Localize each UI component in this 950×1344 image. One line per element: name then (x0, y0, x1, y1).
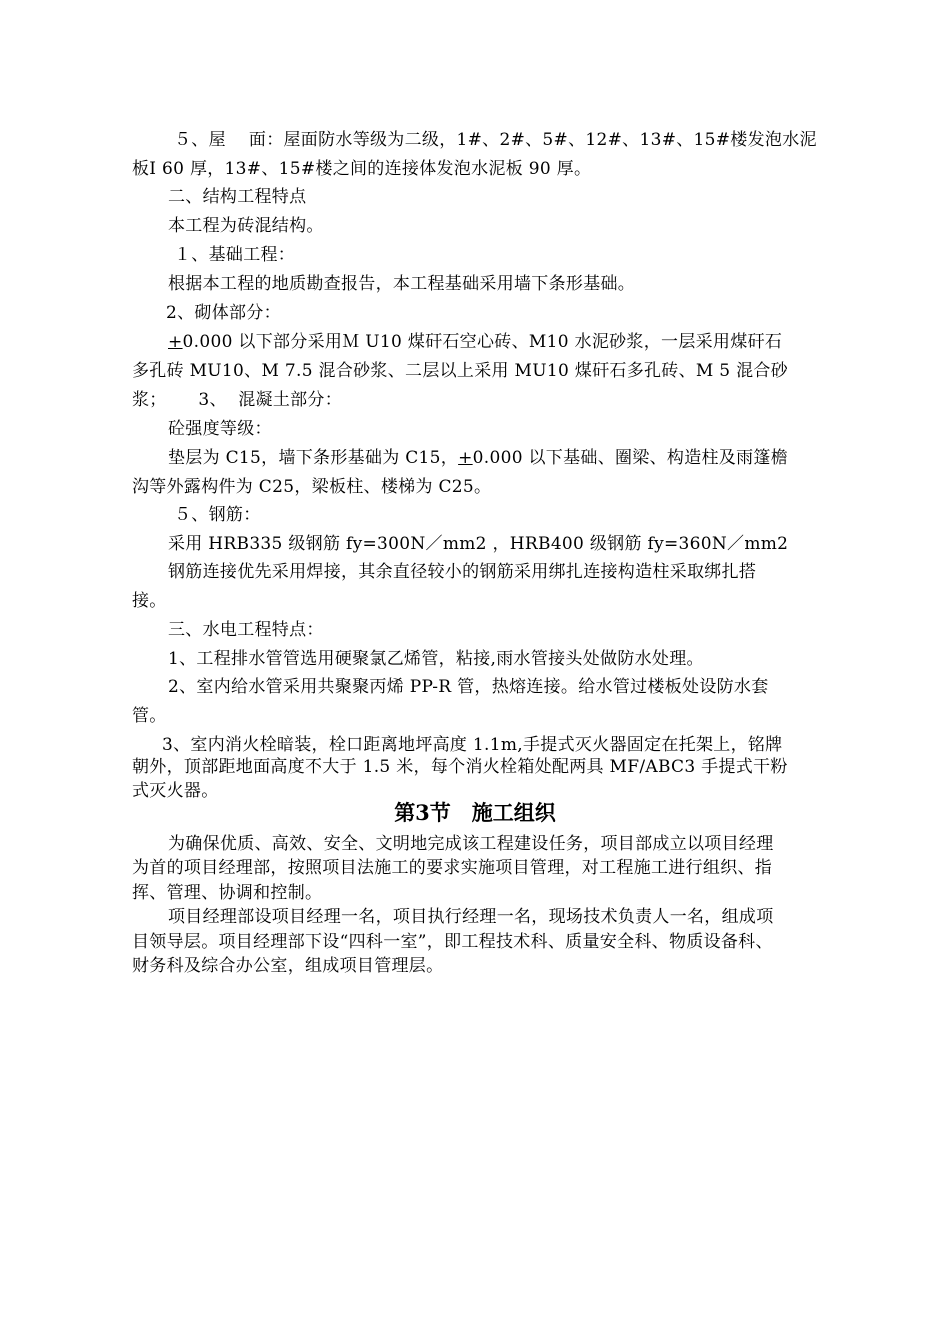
text-span: 0.000 以下基础、圈梁、构造柱及雨篷檐 (472, 448, 789, 468)
text-line: ５、屋 面：屋面防水等级为二级，1#、2#、5#、12#、13#、15#楼发泡水泥 (174, 130, 817, 150)
text-line: 朝外，顶部距地面高度不大于 1.5 米，每个消火栓箱处配两具 MF/ABC3 手提式干粉 (132, 757, 788, 777)
text-line: 本工程为砖混结构。 (168, 216, 324, 236)
text-line: 目领导层。项目经理部下设“四科一室”，即工程技术科、质量安全科、物质设备科、 (132, 932, 773, 952)
text-line: 1、工程排水管管选用硬聚氯乙烯管，粘接,雨水管接头处做防水处理。 (168, 649, 704, 669)
text-line: 接。 (132, 591, 167, 611)
section-heading-utilities: 三、水电工程特点： (168, 620, 324, 640)
text-line: 根据本工程的地质勘查报告，本工程基础采用墙下条形基础。 (168, 274, 636, 294)
section-heading-structure: 二、结构工程特点 (168, 187, 307, 207)
text-line (168, 332, 782, 352)
text-line: 管。 (132, 706, 167, 726)
text-line: ５、钢筋： (174, 505, 261, 525)
text-line: 2、砌体部分： (166, 303, 281, 323)
text-line: 多孔砖 MU10、M 7.5 混合砂浆、二层以上采用 MU10 煤矸石多孔砖、M 5 混合砂 (132, 361, 789, 381)
text-span: 0.000 以下部分采用Ｍ U10 煤矸石空心砖、M10 水泥砂浆，一层采用煤矸石 (182, 332, 783, 352)
text-line: 浆； 3、 混凝土部分： (132, 390, 343, 410)
text-line: 财务科及综合办公室，组成项目管理层。 (132, 956, 444, 976)
text-line: 式灭火器。 (132, 781, 219, 801)
text-line: 为首的项目经理部，按照项目法施工的要求实施项目管理，对工程施工进行组织、指 (132, 858, 773, 878)
plus-minus-sign: + (458, 448, 473, 468)
text-line: １、基础工程： (174, 245, 296, 265)
text-line: 3、室内消火栓暗装，栓口距离地坪高度 1.1m,手提式灭火器固定在托架上，铭牌 (162, 735, 783, 755)
text-line: 2、室内给水管采用共聚聚丙烯 PP-R 管，热熔连接。给水管过楼板处设防水套 (168, 677, 769, 697)
text-line: 板Ⅰ 60 厚，13#、15#楼之间的连接体发泡水泥板 90 厚。 (132, 159, 592, 179)
text-line: 挥、管理、协调和控制。 (132, 883, 323, 903)
text-line: 采用 HRB335 级钢筋 fy=300N／mm2 ，HRB400 级钢筋 fy=360N／mm2 (168, 534, 789, 554)
section-title: 第3节 施工组织 (394, 800, 556, 825)
text-span: 垫层为 C15，墙下条形基础为 C15， (168, 448, 459, 468)
text-line: 项目经理部设项目经理一名，项目执行经理一名，现场技术负责人一名，组成项 (168, 907, 774, 927)
text-line: 为确保优质、高效、安全、文明地完成该工程建设任务，项目部成立以项目经理 (168, 834, 774, 854)
text-line: 钢筋连接优先采用焊接，其余直径较小的钢筋采用绑扎连接构造柱采取绑扎搭 (168, 562, 757, 582)
plus-minus-sign: + (168, 332, 183, 352)
text-line: 砼强度等级： (168, 419, 272, 439)
text-line: 沟等外露构件为 C25，梁板柱、楼梯为 C25。 (132, 477, 492, 497)
text-line (168, 448, 788, 468)
